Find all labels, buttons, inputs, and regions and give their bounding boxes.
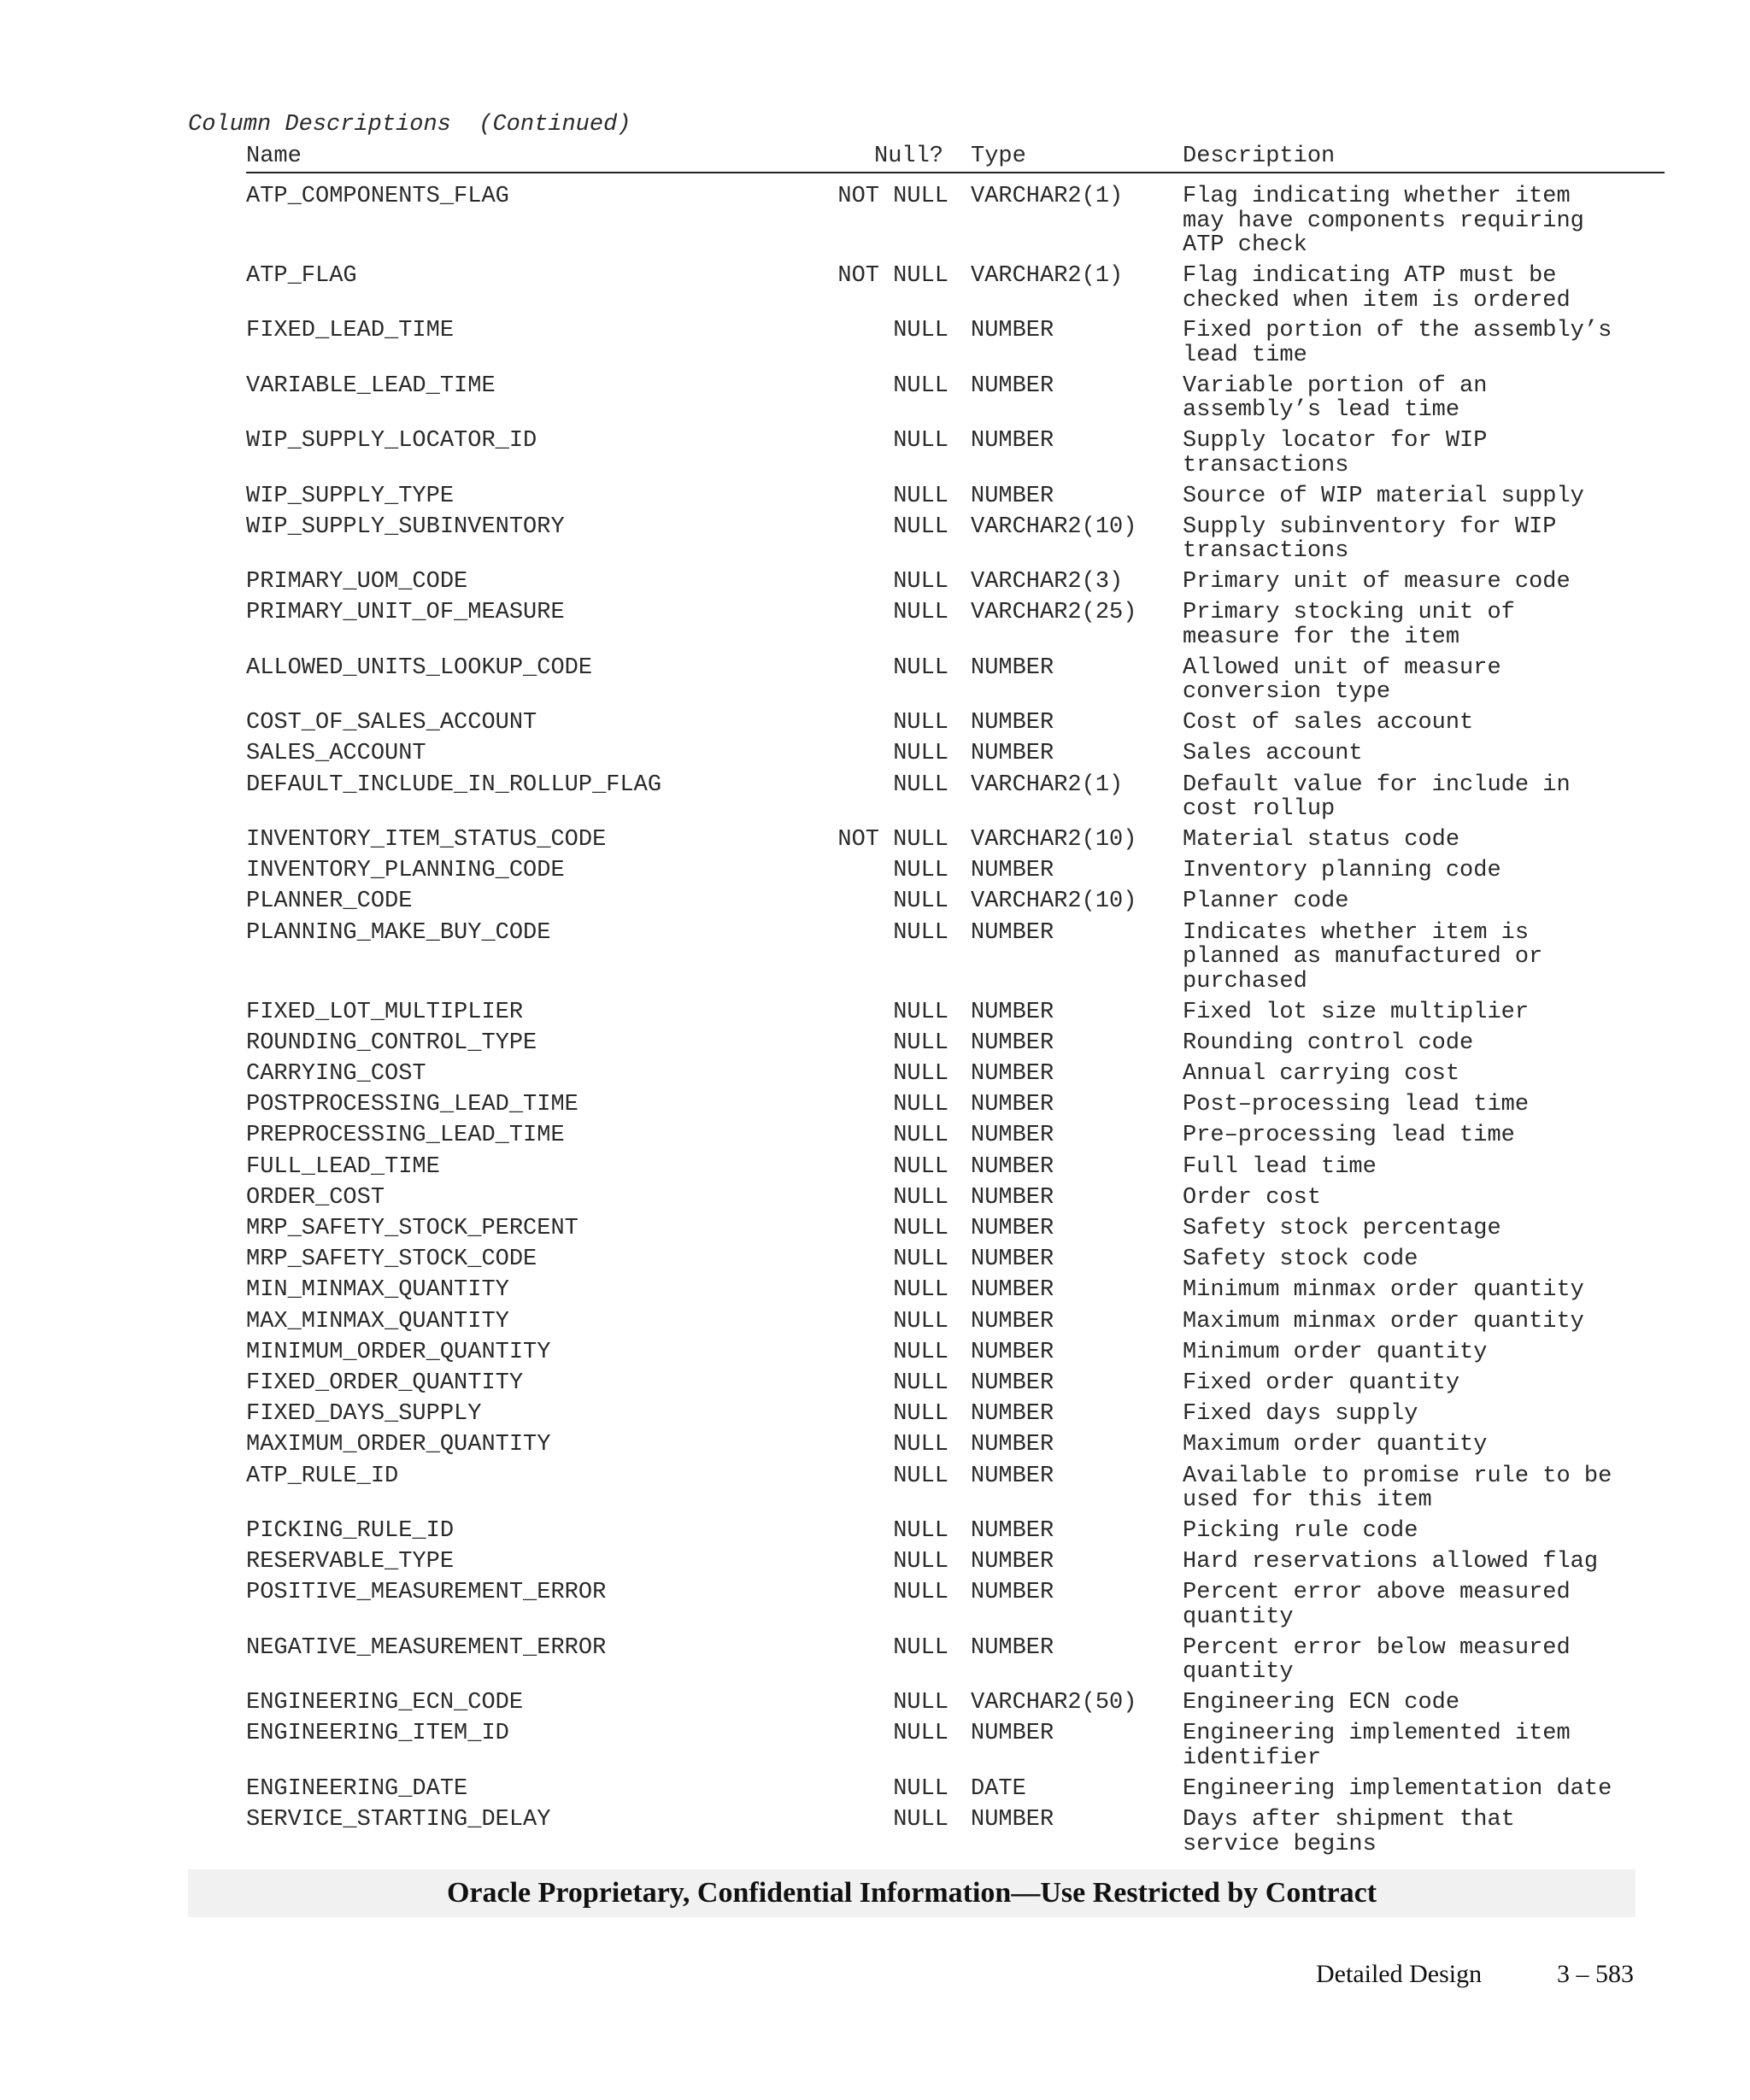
column-description (1183, 515, 1556, 564)
column-nullability: NULL (893, 1807, 948, 1833)
column-nullability: NULL (893, 1247, 948, 1273)
description-line: ATP check (1183, 232, 1307, 259)
column-nullability: NULL (893, 1277, 948, 1304)
column-nullability: NOT NULL (837, 827, 948, 853)
column-nullability: NULL (893, 483, 948, 509)
column-description (1183, 1062, 1459, 1087)
column-description (1183, 374, 1487, 423)
column-type: NUMBER (971, 1580, 1054, 1606)
column-type: NUMBER (971, 1184, 1054, 1211)
footer-page-number: 3 – 583 (1557, 1960, 1634, 1988)
column-description (1183, 1581, 1571, 1629)
column-name: ORDER_COST (246, 1184, 385, 1211)
column-type: NUMBER (971, 741, 1054, 767)
column-description (1183, 1155, 1377, 1180)
column-nullability: NULL (893, 1775, 948, 1802)
column-description (1183, 921, 1542, 994)
column-type: VARCHAR2(50) (971, 1690, 1137, 1716)
column-nullability: NULL (893, 889, 948, 915)
description-line: Engineering implementation date (1183, 1775, 1612, 1802)
column-nullability: NULL (893, 1634, 948, 1661)
header-null: Null? (874, 144, 944, 169)
column-type: NUMBER (971, 1308, 1054, 1334)
description-line: measure for the item (1183, 624, 1460, 650)
footer-section: Detailed Design (1316, 1960, 1483, 1988)
description-line: checked when item is ordered (1183, 287, 1571, 314)
column-type: NUMBER (971, 1401, 1054, 1428)
column-description (1183, 570, 1571, 595)
column-type: VARCHAR2(10) (971, 889, 1137, 915)
column-description (1183, 1519, 1418, 1544)
header-rule (246, 172, 1665, 173)
column-name: POSTPROCESSING_LEAD_TIME (246, 1092, 578, 1118)
column-nullability: NULL (893, 1401, 948, 1428)
column-nullability: NULL (893, 1339, 948, 1365)
column-description (1183, 1186, 1321, 1211)
column-description (1183, 773, 1571, 822)
column-description (1183, 1402, 1418, 1427)
column-type: NUMBER (971, 1432, 1054, 1458)
column-description (1183, 1340, 1487, 1365)
description-line: Available to promise rule to be (1183, 1463, 1612, 1489)
column-type: VARCHAR2(10) (971, 827, 1137, 853)
description-line: Engineering implemented item (1183, 1721, 1571, 1747)
description-line: Pre–processing lead time (1183, 1123, 1515, 1149)
description-line: planned as manufactured or (1183, 944, 1543, 971)
description-line: quantity (1183, 1604, 1294, 1630)
column-name: INVENTORY_ITEM_STATUS_CODE (246, 827, 607, 853)
description-line: may have components requiring (1183, 208, 1584, 234)
column-name: VARIABLE_LEAD_TIME (246, 372, 496, 399)
column-nullability: NULL (893, 771, 948, 798)
column-type: VARCHAR2(25) (971, 600, 1137, 626)
column-description (1183, 656, 1501, 705)
description-line: Safety stock percentage (1183, 1216, 1501, 1241)
description-line: Variable portion of an (1183, 372, 1488, 399)
column-name: FIXED_ORDER_QUANTITY (246, 1370, 524, 1396)
description-line: Cost of sales account (1183, 710, 1474, 736)
description-line: purchased (1183, 968, 1307, 994)
column-name: MRP_SAFETY_STOCK_PERCENT (246, 1216, 578, 1241)
column-name: ATP_RULE_ID (246, 1463, 399, 1489)
column-type: NUMBER (971, 1061, 1054, 1087)
column-description (1183, 319, 1612, 367)
column-name: WIP_SUPPLY_TYPE (246, 483, 455, 509)
description-line: Fixed portion of the assembly’s (1183, 318, 1612, 344)
column-name: SERVICE_STARTING_DELAY (246, 1807, 551, 1833)
column-name: COST_OF_SALES_ACCOUNT (246, 710, 537, 736)
column-description (1183, 484, 1584, 509)
description-line: Primary unit of measure code (1183, 569, 1571, 595)
column-type: NUMBER (971, 1518, 1054, 1544)
column-description (1183, 1550, 1598, 1575)
column-type: NUMBER (971, 999, 1054, 1025)
column-name: FIXED_LOT_MULTIPLIER (246, 999, 524, 1025)
column-nullability: NOT NULL (837, 184, 948, 209)
column-type: NUMBER (971, 1277, 1054, 1304)
column-type: NUMBER (971, 1029, 1054, 1056)
column-description (1183, 1636, 1571, 1685)
column-name: POSITIVE_MEASUREMENT_ERROR (246, 1580, 607, 1606)
column-description (1183, 742, 1363, 766)
column-name: ROUNDING_CONTROL_TYPE (246, 1029, 537, 1056)
column-type: NUMBER (971, 483, 1054, 509)
description-line: Engineering ECN code (1183, 1690, 1460, 1716)
column-description (1183, 1691, 1459, 1716)
column-name: PLANNING_MAKE_BUY_CODE (246, 919, 551, 946)
description-line: Allowed unit of measure (1183, 654, 1501, 681)
column-nullability: NULL (893, 318, 948, 344)
description-line: conversion type (1183, 679, 1391, 706)
column-description (1183, 1371, 1459, 1396)
column-nullability: NULL (893, 428, 948, 455)
column-type: NUMBER (971, 428, 1054, 455)
column-description (1183, 1123, 1515, 1148)
column-description (1183, 889, 1348, 914)
description-line: Safety stock code (1183, 1247, 1418, 1273)
column-name: ALLOWED_UNITS_LOOKUP_CODE (246, 654, 593, 681)
column-name: FIXED_DAYS_SUPPLY (246, 1401, 482, 1428)
description-line: Full lead time (1183, 1153, 1377, 1180)
column-type: NUMBER (971, 1463, 1054, 1489)
confidential-banner-text: Oracle Proprietary, Confidential Information––Use Restricted by Contract (446, 1877, 1377, 1909)
column-name: NEGATIVE_MEASUREMENT_ERROR (246, 1634, 607, 1661)
column-nullability: NULL (893, 1518, 948, 1544)
column-type: NUMBER (971, 919, 1054, 946)
column-type: DATE (971, 1775, 1026, 1802)
header-name: Name (246, 144, 302, 169)
column-nullability: NULL (893, 1092, 948, 1118)
column-description (1183, 859, 1501, 883)
column-description (1183, 429, 1487, 478)
description-line: Percent error below measured (1183, 1634, 1571, 1661)
column-type: NUMBER (971, 1092, 1054, 1118)
column-type: NUMBER (971, 1339, 1054, 1365)
description-line: Maximum order quantity (1183, 1432, 1488, 1458)
column-description (1183, 1031, 1473, 1056)
column-nullability: NULL (893, 654, 948, 681)
column-type: VARCHAR2(1) (971, 771, 1124, 798)
column-name: PREPROCESSING_LEAD_TIME (246, 1123, 565, 1149)
column-nullability: NULL (893, 1153, 948, 1180)
column-description (1183, 185, 1584, 258)
description-line: Fixed lot size multiplier (1183, 999, 1530, 1025)
column-type: NUMBER (971, 1634, 1054, 1661)
table-caption: Column Descriptions (Continued) (188, 112, 631, 138)
column-name: FIXED_LEAD_TIME (246, 318, 455, 344)
column-nullability: NULL (893, 1308, 948, 1334)
column-description (1183, 1217, 1501, 1241)
description-line: Sales account (1183, 741, 1363, 767)
column-name: MAX_MINMAX_QUANTITY (246, 1308, 509, 1334)
column-nullability: NULL (893, 1370, 948, 1396)
description-line: Minimum minmax order quantity (1183, 1277, 1584, 1304)
column-type: NUMBER (971, 858, 1054, 884)
column-nullability: NULL (893, 372, 948, 399)
column-type: NUMBER (971, 1247, 1054, 1273)
column-type: VARCHAR2(3) (971, 569, 1124, 595)
column-type: NUMBER (971, 654, 1054, 681)
description-line: Hard reservations allowed flag (1183, 1549, 1599, 1575)
description-line: Indicates whether item is (1183, 919, 1530, 946)
column-type: NUMBER (971, 1216, 1054, 1241)
column-description (1183, 1777, 1612, 1802)
column-type: NUMBER (971, 710, 1054, 736)
column-type: NUMBER (971, 1370, 1054, 1396)
description-line: Source of WIP material supply (1183, 483, 1584, 509)
column-name: ATP_FLAG (246, 263, 357, 289)
description-line: Primary stocking unit of (1183, 600, 1515, 626)
column-nullability: NULL (893, 741, 948, 767)
description-line: transactions (1183, 452, 1349, 478)
column-type: VARCHAR2(10) (971, 513, 1137, 540)
description-line: Default value for include in (1183, 771, 1571, 798)
description-line: Days after shipment that (1183, 1807, 1515, 1833)
column-description (1183, 1093, 1529, 1117)
column-type: NUMBER (971, 372, 1054, 399)
column-nullability: NULL (893, 858, 948, 884)
description-line: Planner code (1183, 889, 1349, 915)
column-type: NUMBER (971, 1807, 1054, 1833)
description-line: Minimum order quantity (1183, 1339, 1488, 1365)
column-nullability: NOT NULL (837, 263, 948, 289)
column-type: NUMBER (971, 318, 1054, 344)
column-description (1183, 1464, 1612, 1513)
column-description (1183, 601, 1515, 649)
column-name: ATP_COMPONENTS_FLAG (246, 184, 509, 209)
column-description (1183, 828, 1459, 853)
column-description (1183, 1000, 1529, 1025)
column-description (1183, 1247, 1418, 1272)
column-nullability: NULL (893, 1061, 948, 1087)
column-name: INVENTORY_PLANNING_CODE (246, 858, 565, 884)
description-line: used for this item (1183, 1487, 1432, 1514)
column-name: ENGINEERING_ITEM_ID (246, 1721, 509, 1747)
column-name: MRP_SAFETY_STOCK_CODE (246, 1247, 537, 1273)
column-type: VARCHAR2(1) (971, 184, 1124, 209)
description-line: Supply locator for WIP (1183, 428, 1488, 455)
description-line: Fixed order quantity (1183, 1370, 1460, 1396)
column-nullability: NULL (893, 999, 948, 1025)
column-type: NUMBER (971, 1153, 1054, 1180)
column-nullability: NULL (893, 513, 948, 540)
column-description (1183, 1310, 1584, 1334)
column-name: SALES_ACCOUNT (246, 741, 426, 767)
description-line: assembly’s lead time (1183, 397, 1460, 424)
description-line: Picking rule code (1183, 1518, 1418, 1544)
column-nullability: NULL (893, 1432, 948, 1458)
column-name: PLANNER_CODE (246, 889, 413, 915)
description-line: lead time (1183, 342, 1307, 368)
description-line: Fixed days supply (1183, 1401, 1418, 1428)
column-type: NUMBER (971, 1123, 1054, 1149)
header-description: Description (1183, 144, 1336, 169)
description-line: service begins (1183, 1831, 1377, 1857)
description-line: cost rollup (1183, 796, 1336, 823)
column-nullability: NULL (893, 1463, 948, 1489)
column-name: FULL_LEAD_TIME (246, 1153, 440, 1180)
column-name: CARRYING_COST (246, 1061, 426, 1087)
description-line: Supply subinventory for WIP (1183, 513, 1557, 540)
description-line: Rounding control code (1183, 1029, 1474, 1056)
description-line: Order cost (1183, 1184, 1322, 1211)
description-line: Flag indicating ATP must be (1183, 263, 1557, 289)
description-line: Flag indicating whether item (1183, 184, 1571, 209)
column-name: DEFAULT_INCLUDE_IN_ROLLUP_FLAG (246, 771, 662, 798)
description-line: Annual carrying cost (1183, 1061, 1460, 1087)
column-nullability: NULL (893, 600, 948, 626)
description-line: Material status code (1183, 827, 1460, 853)
column-nullability: NULL (893, 1216, 948, 1241)
description-line: Percent error above measured (1183, 1580, 1571, 1606)
column-nullability: NULL (893, 1184, 948, 1211)
column-description (1183, 264, 1571, 313)
column-name: MIN_MINMAX_QUANTITY (246, 1277, 509, 1304)
description-line: Inventory planning code (1183, 858, 1501, 884)
description-line: quantity (1183, 1659, 1294, 1686)
column-description (1183, 1278, 1584, 1303)
column-name: ENGINEERING_DATE (246, 1775, 468, 1802)
column-type: NUMBER (971, 1549, 1054, 1575)
column-name: MAXIMUM_ORDER_QUANTITY (246, 1432, 551, 1458)
column-name: MINIMUM_ORDER_QUANTITY (246, 1339, 551, 1365)
column-name: PRIMARY_UOM_CODE (246, 569, 468, 595)
column-description (1183, 1433, 1487, 1458)
column-name: PICKING_RULE_ID (246, 1518, 455, 1544)
description-line: Post–processing lead time (1183, 1092, 1530, 1118)
column-nullability: NULL (893, 1580, 948, 1606)
description-line: Maximum minmax order quantity (1183, 1308, 1584, 1334)
column-nullability: NULL (893, 1690, 948, 1716)
column-type: NUMBER (971, 1721, 1054, 1747)
column-name: PRIMARY_UNIT_OF_MEASURE (246, 600, 565, 626)
column-description (1183, 1808, 1515, 1857)
column-name: ENGINEERING_ECN_CODE (246, 1690, 524, 1716)
header-type: Type (971, 144, 1026, 169)
description-line: transactions (1183, 538, 1349, 565)
column-type: VARCHAR2(1) (971, 263, 1124, 289)
description-line: identifier (1183, 1745, 1322, 1771)
confidential-banner (188, 1869, 1635, 1917)
column-description (1183, 1722, 1571, 1770)
column-nullability: NULL (893, 1721, 948, 1747)
column-nullability: NULL (893, 710, 948, 736)
column-nullability: NULL (893, 569, 948, 595)
column-name: RESERVABLE_TYPE (246, 1549, 455, 1575)
column-nullability: NULL (893, 1029, 948, 1056)
column-description (1183, 711, 1473, 736)
column-name: WIP_SUPPLY_SUBINVENTORY (246, 513, 565, 540)
column-nullability: NULL (893, 1123, 948, 1149)
column-nullability: NULL (893, 1549, 948, 1575)
column-name: WIP_SUPPLY_LOCATOR_ID (246, 428, 537, 455)
column-nullability: NULL (893, 919, 948, 946)
